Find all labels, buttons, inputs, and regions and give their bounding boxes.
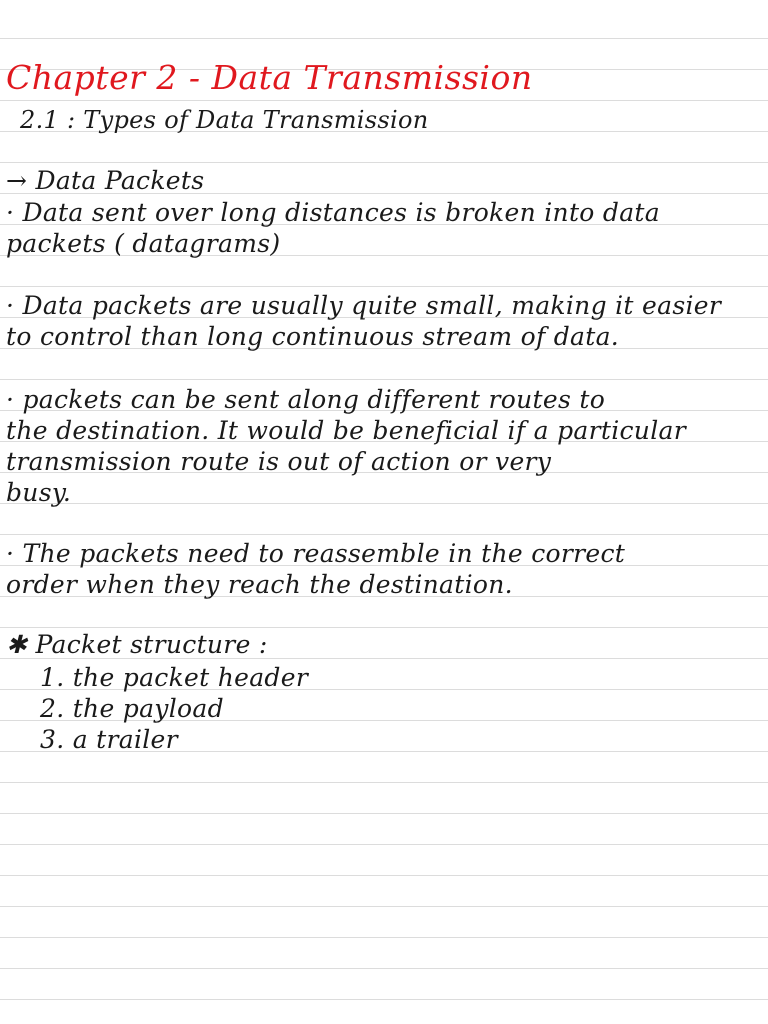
packet-structure-heading: ✱ Packet structure : bbox=[6, 630, 268, 659]
note-line: order when they reach the destination. bbox=[6, 570, 513, 599]
note-line: · packets can be sent along different routes to bbox=[6, 385, 606, 414]
note-line: · Data sent over long distances is broken into data bbox=[6, 198, 660, 227]
note-line: to control than long continuous stream of data. bbox=[6, 322, 620, 351]
note-line: busy. bbox=[6, 478, 72, 507]
note-line: the destination. It would be beneficial if a particular bbox=[6, 416, 686, 445]
section-subtitle: 2.1 : Types of Data Transmission bbox=[20, 106, 429, 134]
structure-item: 1. the packet header bbox=[40, 663, 309, 692]
note-line: transmission route is out of action or very bbox=[6, 447, 552, 476]
note-line: packets ( datagrams) bbox=[6, 229, 281, 258]
structure-item: 3. a trailer bbox=[40, 725, 178, 754]
note-line: · Data packets are usually quite small, making it easier bbox=[6, 291, 722, 320]
note-line: · The packets need to reassemble in the correct bbox=[6, 539, 626, 568]
chapter-title: Chapter 2 - Data Transmission bbox=[6, 58, 533, 97]
structure-item: 2. the payload bbox=[40, 694, 224, 723]
data-packets-heading: → Data Packets bbox=[6, 166, 205, 195]
